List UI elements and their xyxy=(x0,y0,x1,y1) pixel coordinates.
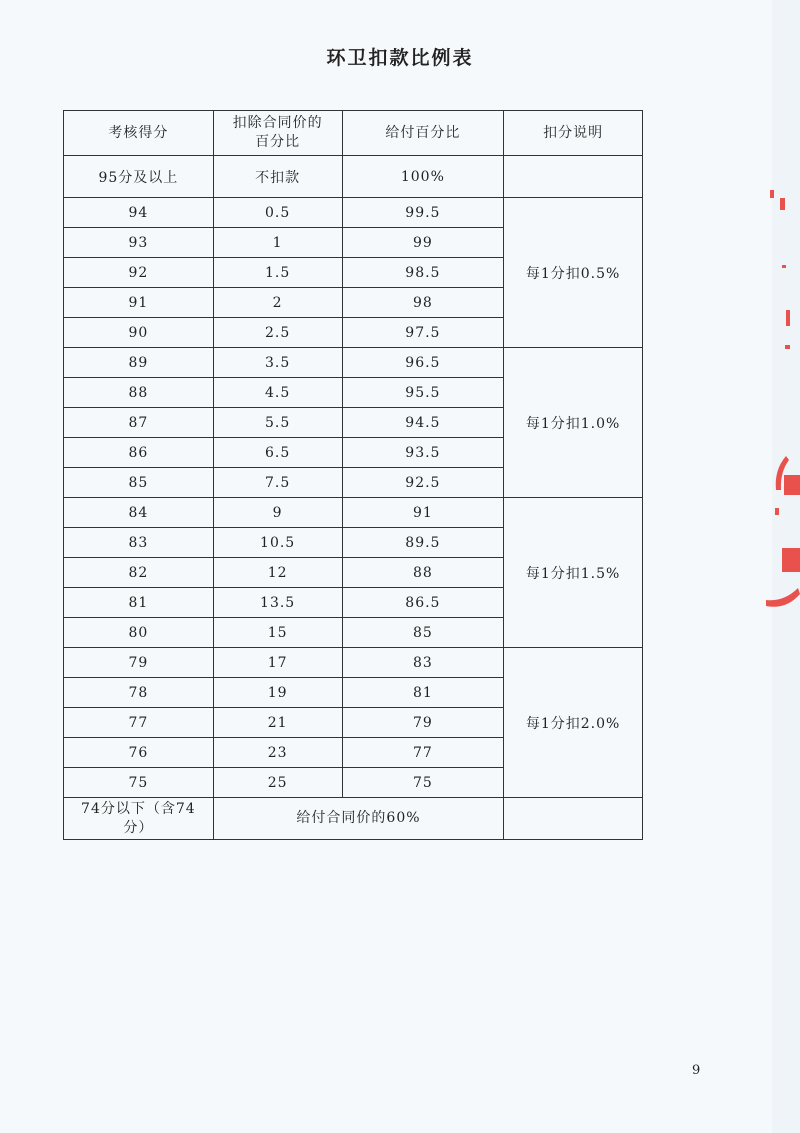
cell-deduct: 1 xyxy=(213,228,342,258)
cell-deduct: 1.5 xyxy=(213,258,342,288)
deduction-table xyxy=(63,110,643,840)
cell-pay: 86.5 xyxy=(342,588,504,618)
cell-pay: 81 xyxy=(342,678,504,708)
cell-note: 每1分扣2.0% xyxy=(504,648,643,798)
table-row xyxy=(64,348,643,378)
cell-deduct: 25 xyxy=(213,768,342,798)
cell-score: 89 xyxy=(64,348,214,378)
cell-pay: 98.5 xyxy=(342,258,504,288)
cell-note: 每1分扣0.5% xyxy=(504,198,643,348)
cell-pay: 99 xyxy=(342,228,504,258)
cell-score: 91 xyxy=(64,288,214,318)
cell-deduct: 4.5 xyxy=(213,378,342,408)
cell-deduct: 23 xyxy=(213,738,342,768)
header-pay: 给付百分比 xyxy=(342,111,504,156)
cell-deduct: 不扣款 xyxy=(213,156,342,198)
cell-score: 84 xyxy=(64,498,214,528)
table-row xyxy=(64,156,643,198)
cell-score: 94 xyxy=(64,198,214,228)
cell-score: 77 xyxy=(64,708,214,738)
cell-pay: 83 xyxy=(342,648,504,678)
cell-note xyxy=(504,798,643,840)
cell-deduct: 2 xyxy=(213,288,342,318)
cell-score: 83 xyxy=(64,528,214,558)
cell-score: 86 xyxy=(64,438,214,468)
page-number: 9 xyxy=(692,1063,701,1078)
cell-score: 88 xyxy=(64,378,214,408)
header-deduct: 扣除合同价的百分比 xyxy=(213,111,342,156)
cell-deduct: 19 xyxy=(213,678,342,708)
cell-score: 90 xyxy=(64,318,214,348)
cell-pay: 98 xyxy=(342,288,504,318)
header-note: 扣分说明 xyxy=(504,111,643,156)
table-row xyxy=(64,648,643,678)
cell-pay: 85 xyxy=(342,618,504,648)
cell-pay: 96.5 xyxy=(342,348,504,378)
table-row xyxy=(64,498,643,528)
cell-score: 85 xyxy=(64,468,214,498)
cell-pay: 89.5 xyxy=(342,528,504,558)
cell-pay: 91 xyxy=(342,498,504,528)
page-title: 环卫扣款比例表 xyxy=(326,47,474,69)
cell-deduct: 6.5 xyxy=(213,438,342,468)
cell-deduct: 12 xyxy=(213,558,342,588)
cell-score: 78 xyxy=(64,678,214,708)
cell-score: 87 xyxy=(64,408,214,438)
red-seal-stamp xyxy=(760,170,800,620)
cell-score: 93 xyxy=(64,228,214,258)
cell-score: 74分以下（含74分） xyxy=(64,798,214,840)
cell-pay: 97.5 xyxy=(342,318,504,348)
cell-score: 76 xyxy=(64,738,214,768)
cell-pay: 92.5 xyxy=(342,468,504,498)
cell-deduct: 15 xyxy=(213,618,342,648)
cell-deduct: 21 xyxy=(213,708,342,738)
cell-pay: 93.5 xyxy=(342,438,504,468)
cell-deduct: 17 xyxy=(213,648,342,678)
cell-note: 每1分扣1.0% xyxy=(504,348,643,498)
cell-deduct: 0.5 xyxy=(213,198,342,228)
header-score: 考核得分 xyxy=(64,111,214,156)
cell-score: 82 xyxy=(64,558,214,588)
table-row xyxy=(64,798,643,840)
cell-deduct: 2.5 xyxy=(213,318,342,348)
cell-score: 75 xyxy=(64,768,214,798)
cell-score: 92 xyxy=(64,258,214,288)
cell-pay: 99.5 xyxy=(342,198,504,228)
cell-note xyxy=(504,156,643,198)
cell-deduct: 9 xyxy=(213,498,342,528)
cell-note: 每1分扣1.5% xyxy=(504,498,643,648)
cell-merged-pay: 给付合同价的60% xyxy=(213,798,503,840)
cell-deduct: 13.5 xyxy=(213,588,342,618)
cell-pay: 77 xyxy=(342,738,504,768)
cell-pay: 94.5 xyxy=(342,408,504,438)
cell-deduct: 5.5 xyxy=(213,408,342,438)
table-header-row xyxy=(64,111,643,156)
cell-pay: 100% xyxy=(342,156,504,198)
cell-pay: 95.5 xyxy=(342,378,504,408)
cell-deduct: 10.5 xyxy=(213,528,342,558)
cell-pay: 79 xyxy=(342,708,504,738)
table-row xyxy=(64,198,643,228)
cell-deduct: 3.5 xyxy=(213,348,342,378)
cell-score: 80 xyxy=(64,618,214,648)
cell-score: 79 xyxy=(64,648,214,678)
cell-score: 95分及以上 xyxy=(64,156,214,198)
cell-score: 81 xyxy=(64,588,214,618)
cell-pay: 75 xyxy=(342,768,504,798)
cell-pay: 88 xyxy=(342,558,504,588)
cell-deduct: 7.5 xyxy=(213,468,342,498)
